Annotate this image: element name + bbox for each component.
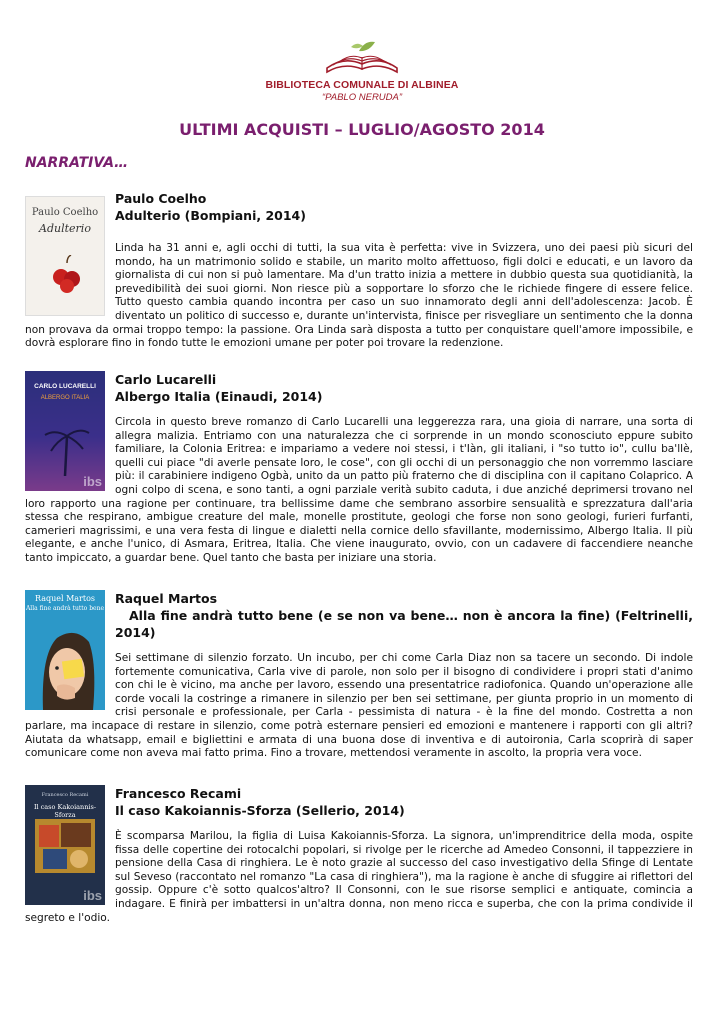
page-title: ULTIMI ACQUISTI – LUGLIO/AGOSTO 2014 bbox=[179, 120, 545, 139]
book-entry bbox=[25, 785, 693, 925]
book-logo-icon bbox=[319, 38, 405, 78]
book-author: Carlo Lucarelli bbox=[115, 372, 217, 387]
book-title: Il caso Kakoiannis-Sforza (Sellerio, 2014) bbox=[115, 803, 405, 818]
book-title: Albergo Italia (Einaudi, 2014) bbox=[115, 389, 323, 404]
book-entry bbox=[25, 190, 693, 351]
cover-author: CARLO LUCARELLI bbox=[34, 383, 96, 390]
book-description: Sei settimane di silenzio forzato. Un incubo, per chi come Carla Diaz non sa tacere un secondo. Di indole fortemente comunicativa, Carla vive di parole, non solo per il bisogno di condividere i propri stati d'animo con chi le è vicino, ma anche per lavoro, essendo una presentatrice radiofonica. Quando un'operazione alle corde vocali la costringe a rimanere in silenzio per ben sei settimane, per giunta proprio in un momento di crisi personale e professionale, per Carla - pessimista di natura - è la fine del mondo. Costretta a non parlare, ma incapace di restare in silenzio, come potrà esternare pensieri ed emozioni e mantenere i rapporti con gli altri? Aiutata da whatsapp, email e bigliettini e armata di una buona dose di inventiva e di autoironia, Carla scoprirà di saper comunicare come non aveva mai fatto prima. Fino a trovare, mettendosi veramente in ascolto, la propria vera voce. bbox=[25, 652, 693, 760]
woman-face-illustration bbox=[35, 624, 97, 710]
book-cover bbox=[25, 196, 105, 316]
cover-title: Il caso Kakoiannis-Sforza bbox=[33, 803, 97, 819]
ibs-watermark: ibs bbox=[83, 474, 102, 489]
book-author: Francesco Recami bbox=[115, 786, 242, 801]
section-title: NARRATIVA… bbox=[25, 155, 129, 171]
cover-title: ALBERGO ITALIA bbox=[40, 395, 90, 401]
sticky-note-icon bbox=[62, 659, 84, 680]
book-title: Adulterio (Bompiani, 2014) bbox=[115, 208, 306, 223]
cover-title: Alla fine andrà tutto bene bbox=[25, 605, 105, 612]
painting-illustration bbox=[35, 819, 95, 873]
library-logo bbox=[262, 38, 462, 104]
book-author: Raquel Martos bbox=[115, 591, 218, 606]
book-description: È scomparsa Marilou, la figlia di Luisa Kakoiannis-Sforza. La signora, un'imprenditrice della moda, ospite fissa delle copertine dei rotocalchi popolari, si rivolge per le ricerche ad Amedeo Consonni, il tappezziere in pensione della Casa di ringhiera. Le è noto grazie al successo del caso investigativo della Sfinge di Lentate sul Seveso (raccontato nel romanzo "La casa di ringhiera"), ma la ragione è anche di sfuggire ai riflettori del gossip. Oppure c'è sotto qualcos'altro? Il Consonni, con le sue risorse semplici e antiquate, comincia a indagare. E finirà per imbattersi in un'altra donna, non meno ricca e superba, che con la prima condivide il segreto e l'odio. bbox=[25, 830, 693, 924]
book-description: Linda ha 31 anni e, agli occhi di tutti, la sua vita è perfetta: vive in Svizzera, uno dei paesi più sicuri del mondo, ha un matrimonio solido e stabile, un marito molto affettuoso, figli dolci e educati, e un lavoro da giornalista di cui non si può lamentare. Ma d'un tratto inizia a mettere in dubbio questa sua quotidianità, la prevedibilità dei suoi giorni. Non riesce più a sopportare lo sforzo che le richiede fingere di essere felice. Tutto questo cambia quando incontra per caso un suo innamorato degli anni dell'adolescenza: Jacob. È diventato un politico di successo e, durante un'intervista, finisce per risvegliare un sentimento che la donna non provava da ormai troppo tempo: la passione. Ora Linda sarà disposta a tutto per conquistare quell'amore impossibile, e dovrà esplorare fino in fondo tutte le emozioni umane per poter poi trovare la redenzione. bbox=[25, 242, 693, 350]
book-cover bbox=[25, 785, 105, 905]
book-cover bbox=[25, 371, 105, 491]
ibs-watermark: ibs bbox=[83, 888, 102, 903]
cover-author: Raquel Martos bbox=[34, 594, 95, 603]
book-title: Alla fine andrà tutto bene (e se non va bene… non è ancora la fine) (Feltrinelli, 2014) bbox=[115, 608, 693, 640]
cover-title: Adulterio bbox=[39, 222, 91, 235]
library-name: BIBLIOTECA COMUNALE DI ALBINEA bbox=[265, 79, 459, 91]
book-author: Paulo Coelho bbox=[115, 191, 207, 206]
library-subtitle: “PABLO NERUDA” bbox=[321, 92, 403, 103]
book-cover bbox=[25, 590, 105, 710]
book-entry bbox=[25, 371, 693, 566]
palm-tree-icon bbox=[35, 421, 95, 476]
book-description: Circola in questo breve romanzo di Carlo Lucarelli una leggerezza rara, una gioia di narrare, una sorta di allegra malizia. Entriamo con una naturalezza che ci sorprende in un mondo sconosciuto eppure subito familiare, la Colonia Eritrea: e impariamo a vedere noi stessi, i t'Iàn, gli italiani, i "so tutto io", cullu ba'llè, quelli cui piace "di averle pensate loro, le cose", con gli occhi di un personaggio che non vorremmo lasciare più: il carabiniere indigeno Ogbà, unito da un patto più fraterno che di disciplina con il capitano Colaprico. A ogni colpo di scena, e sono tanti, a ogni parziale verità subito caduta, i due anziché deprimersi trovano nel loro rapporto una ragione per continuare, tra bellissime dame che sembrano assorbire sensualità e sprezzatura dall'aria stessa che respirano, ambigue creature del male, monelle prostitute, geologi che forse non sono geologi, furieri furfanti, camerieri magrissimi, e una vera festa di lingue e dialetti nella cornice dello sfavillante, modernissimo, Albergo Italia. Il più elegante, e anche l'unico, di Asmara, Eritrea, Italia. Che viene inaugurato, ovvio, con un cadavere di faccendiere neanche tanto impiccato, a guardar bene. Quel tanto che basta per iniziare una storia. bbox=[25, 416, 693, 564]
cover-author: Paulo Coelho bbox=[31, 207, 99, 218]
cover-author: Francesco Recami bbox=[41, 792, 89, 798]
apple-icon bbox=[52, 255, 82, 295]
book-entry bbox=[25, 590, 693, 761]
